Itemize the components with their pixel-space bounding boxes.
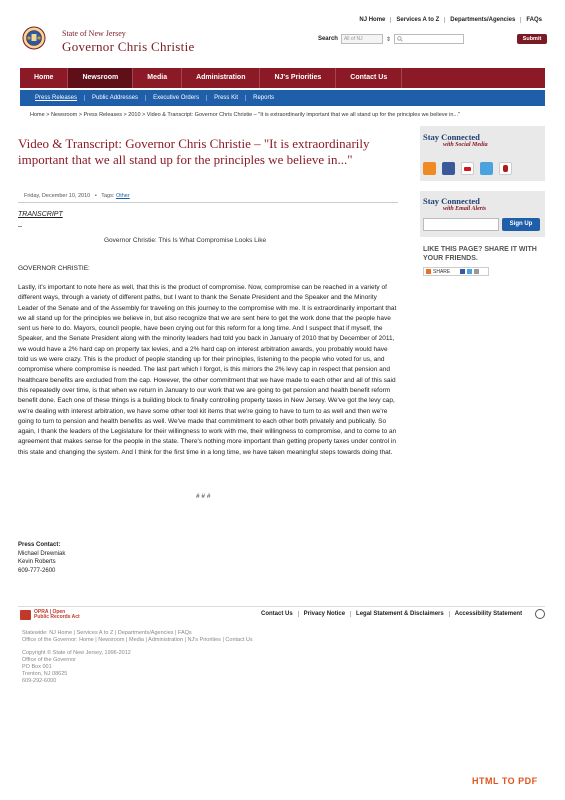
twitter-icon[interactable] [480, 162, 493, 175]
contact-name-2: Kevin Roberts [18, 559, 56, 565]
article-meta: Friday, December 10, 2010 • Tags: Other [18, 190, 398, 203]
sub-nav [20, 90, 545, 106]
speaker-label: GOVERNOR CHRISTIE: [18, 265, 90, 272]
opra-mark-icon [20, 610, 31, 620]
tag-link[interactable]: Other [115, 193, 130, 199]
search-submit-button[interactable]: Submit [517, 34, 547, 44]
contact-phone: 609-777-2600 [18, 567, 56, 574]
opra-text [34, 610, 80, 620]
opra-line1: OPRA | Open [34, 609, 66, 615]
footer-contact-us[interactable]: Contact Us [261, 611, 293, 617]
subnav-press-kit[interactable]: Press Kit [206, 95, 245, 101]
footer-address-1: Office of the Governor [22, 657, 77, 663]
opra-logo[interactable] [20, 610, 80, 620]
search-icon [397, 36, 403, 42]
end-mark: # # # [196, 493, 211, 500]
stay-connected-heading-2: Stay Connected [423, 196, 480, 206]
footer-links [256, 611, 527, 617]
subnav-public-addresses[interactable]: Public Addresses [84, 95, 145, 101]
email-alerts-subheading: with Email Alerts [443, 206, 487, 212]
util-link-services[interactable]: Services A to Z [390, 17, 444, 23]
email-signup-row [423, 218, 542, 231]
util-link-faqs[interactable]: FAQs [520, 17, 547, 23]
email-alerts-box [420, 191, 545, 237]
share-prompt: LIKE THIS PAGE? SHARE IT WITH YOUR FRIENDS. [423, 246, 537, 262]
nav-administration[interactable]: Administration [182, 68, 260, 88]
nav-priorities[interactable]: NJ's Priorities [260, 68, 336, 88]
site-title[interactable] [62, 29, 195, 55]
opra-line2: Public Records Act [34, 614, 80, 620]
share-email-icon[interactable] [474, 269, 479, 274]
social-media-subheading: with Social Media [443, 142, 488, 148]
footer-phone: 609-292-6000 [22, 678, 57, 684]
dash-mark: – [18, 223, 22, 230]
share-widget[interactable] [423, 267, 489, 276]
site-title-line1: State of New Jersey [62, 29, 126, 38]
footer-privacy[interactable]: Privacy Notice [298, 611, 350, 617]
search-label: Search [317, 36, 338, 42]
search-input[interactable] [394, 34, 464, 44]
footer-office[interactable]: Office of the Governor: Home | Newsroom | Media | Administration | NJ's Priorities | Contact Us [22, 637, 253, 643]
nav-newsroom[interactable]: Newsroom [68, 68, 133, 88]
press-contact-label: Press Contact: [18, 542, 61, 548]
share-facebook-icon[interactable] [460, 269, 465, 274]
footer-statewide[interactable]: Statewide: NJ Home | Services A to Z | Departments/Agencies | FAQs [22, 630, 192, 636]
search-scope-select[interactable]: All of NJ [341, 34, 383, 44]
footer-accessibility[interactable]: Accessibility Statement [449, 611, 527, 617]
footer-address-3: Trenton, NJ 08625 [22, 671, 68, 677]
subnav-executive-orders[interactable]: Executive Orders [145, 95, 206, 101]
social-icons [423, 162, 542, 175]
footer-divider [18, 606, 545, 607]
tags-label: Tags: [101, 193, 115, 199]
nav-contact[interactable]: Contact Us [336, 68, 402, 88]
util-link-nj-home[interactable]: NJ Home [359, 17, 386, 23]
share-plus-icon [426, 269, 431, 274]
page-title: Video & Transcript: Governor Chris Christie – "It is extraordinarily important that we all stand up for the principles we believe in..." [18, 136, 370, 167]
footer-legal[interactable]: Legal Statement & Disclaimers [350, 611, 449, 617]
rss-icon[interactable] [423, 162, 436, 175]
search-bar [318, 34, 547, 44]
subnav-press-releases[interactable]: Press Releases [35, 95, 78, 101]
nav-media[interactable]: Media [133, 68, 182, 88]
email-field[interactable] [423, 218, 499, 231]
article-date: Friday, December 10, 2010 [24, 193, 91, 199]
flickr-icon[interactable] [499, 162, 512, 175]
site-title-line2: Governor Chris Christie [62, 39, 195, 54]
main-nav [20, 68, 545, 88]
share-twitter-icon[interactable] [467, 269, 472, 274]
facebook-icon[interactable] [442, 162, 455, 175]
utility-links [354, 17, 547, 23]
youtube-icon[interactable] [461, 162, 474, 175]
press-contact [18, 541, 65, 575]
article-subheading: Governor Christie: This Is What Compromise Looks Like [104, 237, 267, 244]
footer-copyright: Copyright © State of New Jersey, 1996-2012 [22, 650, 131, 656]
stay-connected-heading: Stay Connected [423, 132, 480, 142]
contact-name-1: Michael Drewniak [18, 550, 66, 557]
sidebar [420, 126, 545, 276]
sign-up-button[interactable]: Sign Up [502, 218, 540, 231]
social-media-box [420, 126, 545, 181]
html-to-pdf-watermark: HTML TO PDF [472, 776, 538, 786]
accessibility-icon[interactable] [535, 609, 545, 619]
nj-seal-icon[interactable] [22, 26, 46, 50]
footer-address-2: PO Box 001 [22, 664, 52, 670]
scope-arrows-icon: ⇕ [385, 36, 391, 43]
share-label: SHARE [433, 268, 451, 275]
transcript-label: TRANSCRIPT [18, 211, 63, 218]
nav-home[interactable]: Home [20, 68, 68, 88]
subnav-reports[interactable]: Reports [245, 95, 281, 101]
article-body: Lastly, it's important to note here as well, that this is the product of compromise. Now, compromise can be reached in a variety of different ways, through a variety of different paths, but I want to thank the Senate President and the Speaker and the Minority Leader of the Senate and of the Assembly for traveling on this journey to the compromise with me. It is extraordinarily important that we all stand up for the principles we believe in, but also recognize that we are sent here to get the work done that the people have sent us here to do. Mayors, council people, have been crying out for this reform for a long time. And I suspect that if myself, the Speaker, and the Senate President along with the minority leaders had told you back in January of 2010 that by December of 2011, we would have a 2% hard cap on property tax levies, and a 2% hard cap on interest arbitration awards, you probably would have told us we were crazy. This is the product of people standing up for their principles, listening to the people who voted for us, and compromise where compromise is needed. The last part which I forgot, is this mirrors the 2% levy cap in respect that pension and healthcare benefits are excluded from the cap. However, the other commitment that we have made to each other and all of this said this repeatedly over time, is that when we return in January to our work that we are going to get pension and health benefit reform benefit done. Each one of these things is a building block to finally controlling property taxes in New Jersey. We've got the levy cap, we're dealing with interest arbitration, we have some other tool kit items that we're going to have to turn to as well and then we're going to turn to pension and health benefits as well. We've made that commitment to each other both privately and publically. So again, I thank the leaders of the Legislature for their willingness to work with me, their willingness to compromise, and to come to an agreement that makes sense for the people in the state. There's nothing more important than getting property taxes under control in this state and changing the system. And I think for the first time in a long time, we have taken meaningful steps towards doing that. [18, 284, 397, 456]
util-link-departments[interactable]: Departments/Agencies [444, 17, 520, 23]
breadcrumb[interactable]: Home > Newsroom > Press Releases > 2010 > Video & Transcript: Governor Chris Christie – "It is extraordinarily important that we all stand up for the principles we believe in..." [30, 112, 460, 118]
